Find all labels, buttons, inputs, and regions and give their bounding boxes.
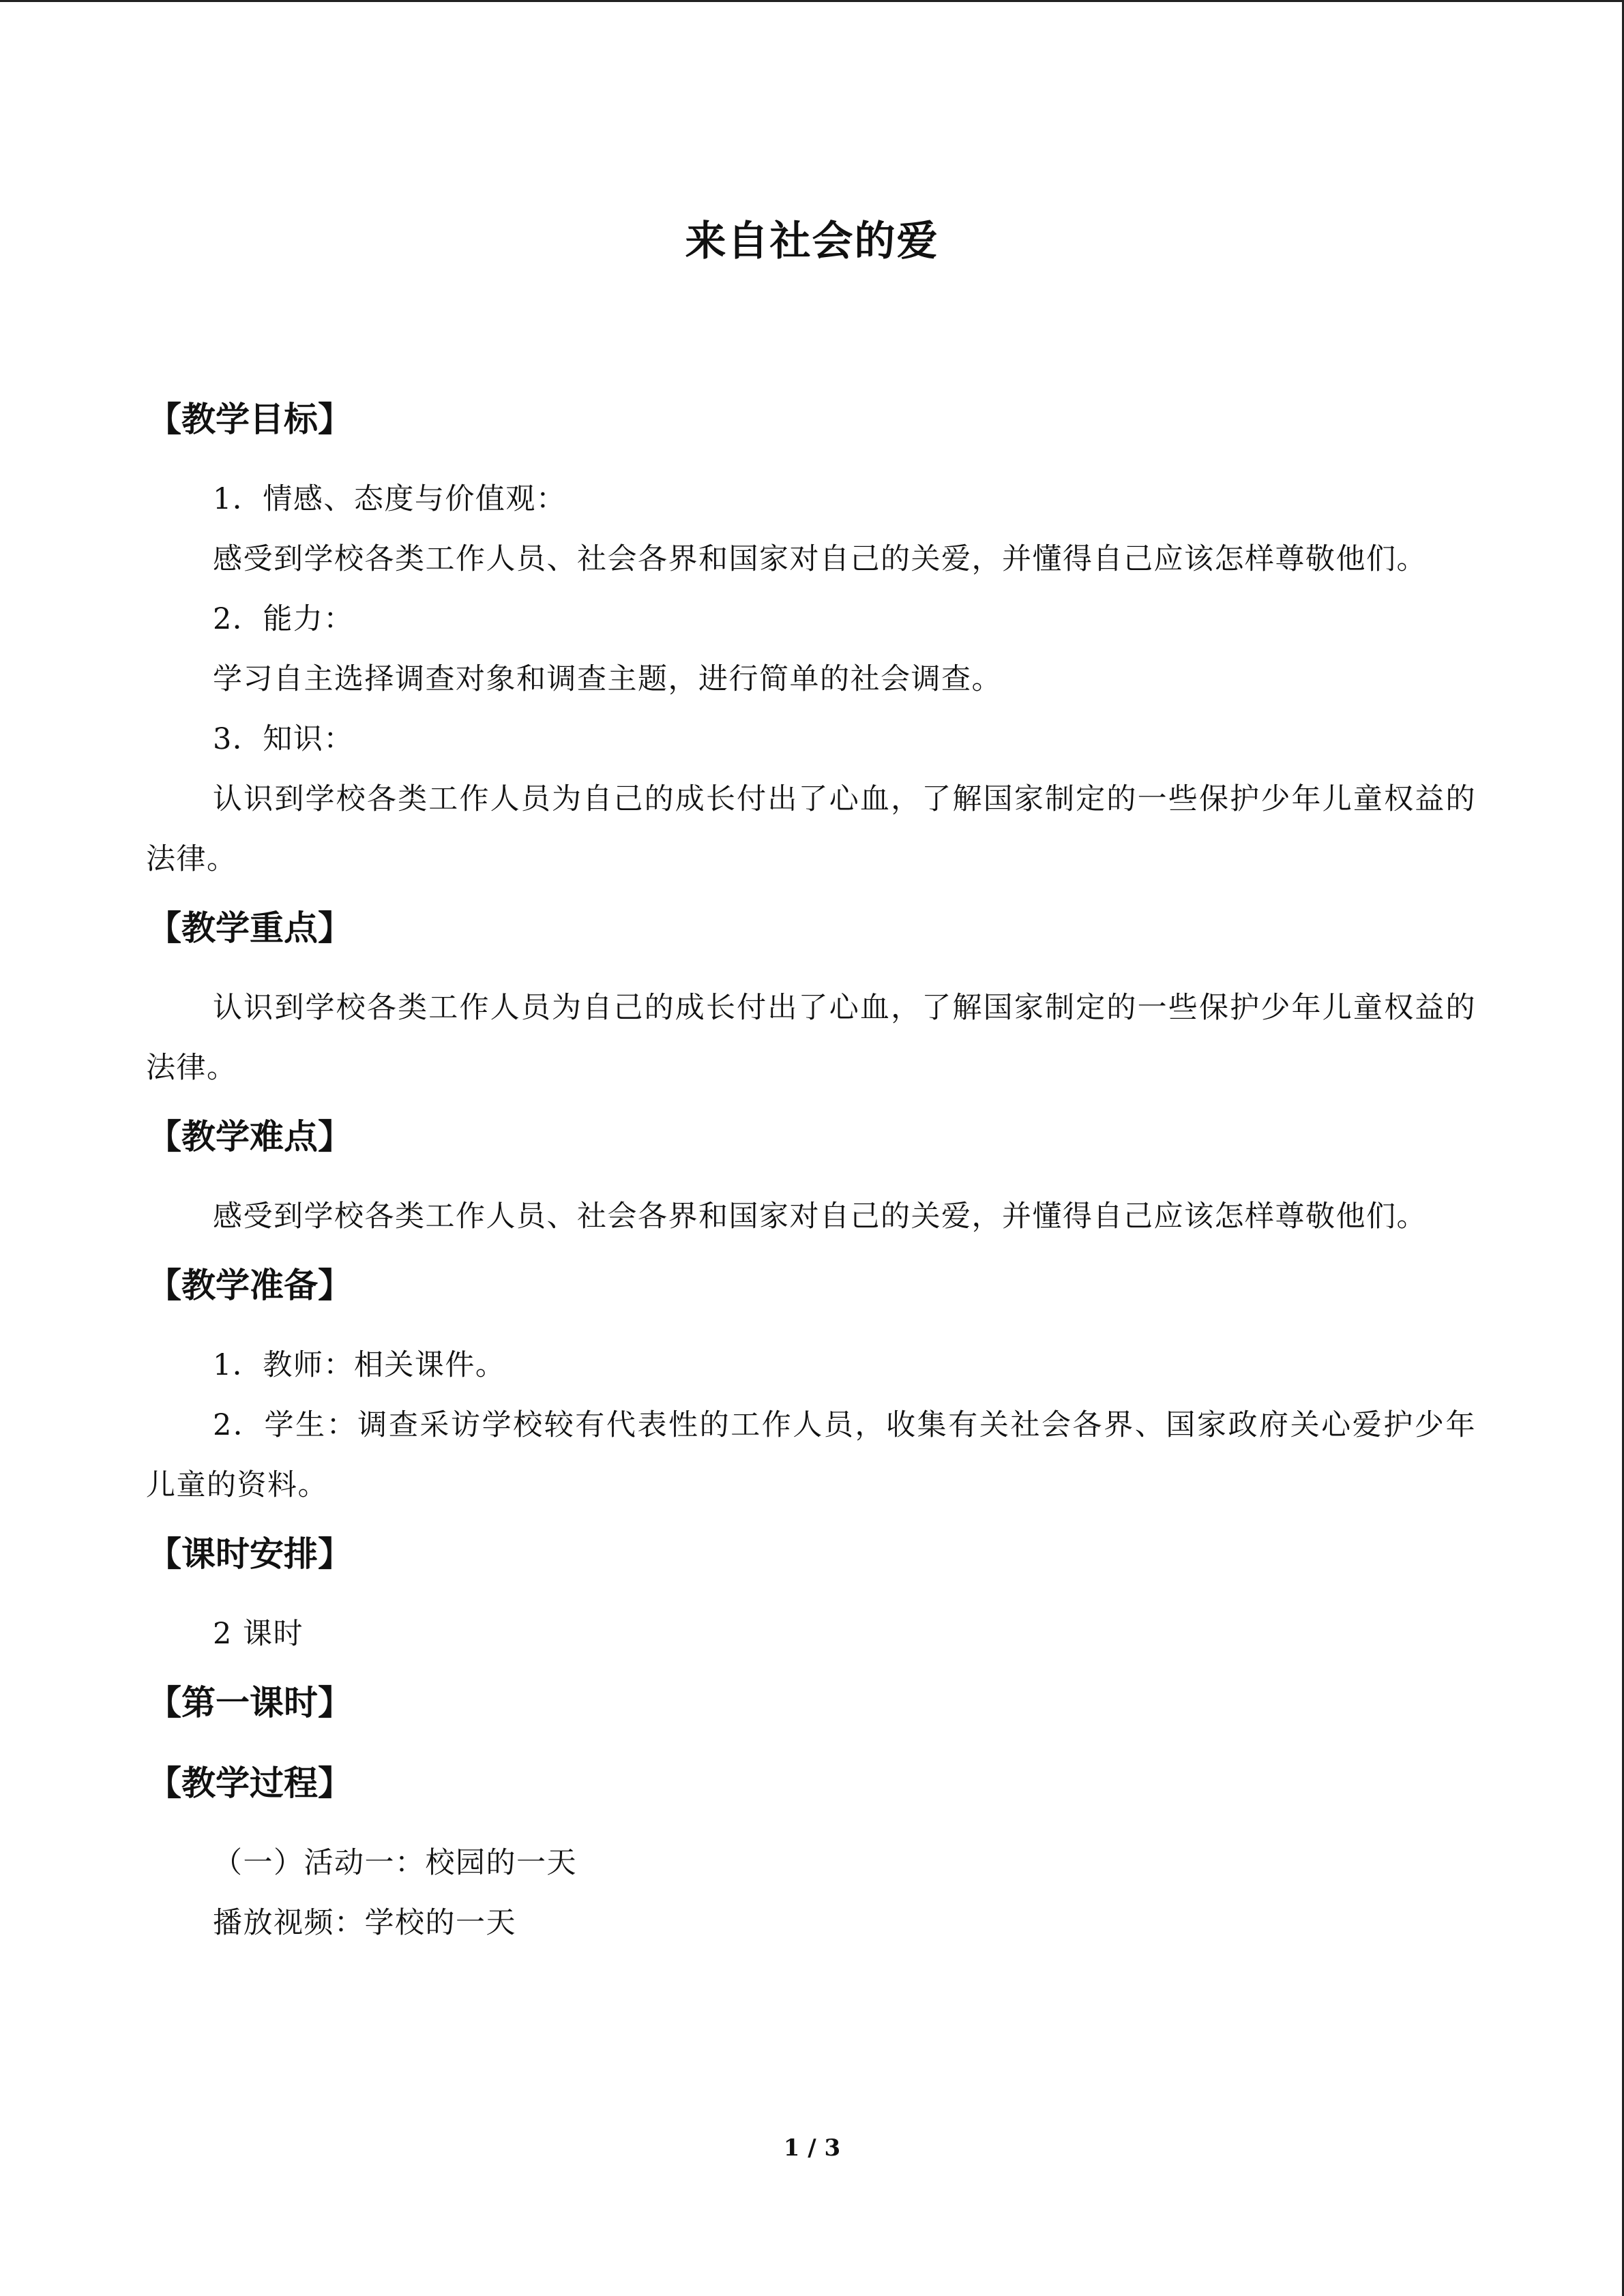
document-body — [146, 389, 1476, 1953]
process-video: 播放视频：学校的一天 — [213, 1906, 516, 1940]
section-difficulties — [146, 1106, 1476, 1247]
section-heading-goals: 【教学目标】 — [147, 400, 352, 439]
keypoints-text: 认识到学校各类工作人员为自己的成长付出了心血，了解国家制定的一些保护少年儿童权益的法律。 — [146, 991, 1476, 1085]
section-lesson-1 — [146, 1672, 1476, 1733]
document-title: 来自社会的爱 — [685, 218, 939, 265]
page-border-top — [0, 0, 1624, 2]
section-preparation — [146, 1255, 1476, 1515]
section-heading-process: 【教学过程】 — [147, 1763, 352, 1803]
schedule-text: 2 课时 — [213, 1617, 304, 1651]
section-process — [146, 1753, 1476, 1953]
goals-item-3-label: 3．知识： — [213, 722, 354, 756]
goals-item-2-label: 2．能力： — [213, 602, 354, 636]
preparation-student: 2．学生：调查采访学校较有代表性的工作人员，收集有关社会各界、国家政府关心爱护少年儿童的资料。 — [146, 1408, 1476, 1502]
section-heading-lesson1: 【第一课时】 — [147, 1683, 352, 1723]
goals-item-1-label: 1．情感、态度与价值观： — [213, 482, 567, 516]
process-activity-1: （一）活动一：校园的一天 — [213, 1846, 577, 1880]
section-key-points — [146, 897, 1476, 1098]
section-teaching-goals — [146, 389, 1476, 889]
section-schedule — [146, 1523, 1476, 1664]
page-number: 1 / 3 — [783, 2134, 841, 2162]
section-heading-preparation: 【教学准备】 — [147, 1266, 352, 1305]
section-heading-difficulties: 【教学难点】 — [147, 1117, 352, 1157]
goals-item-1-text: 感受到学校各类工作人员、社会各界和国家对自己的关爱，并懂得自己应该怎样尊敬他们。 — [213, 542, 1427, 576]
difficulties-text: 感受到学校各类工作人员、社会各界和国家对自己的关爱，并懂得自己应该怎样尊敬他们。 — [213, 1199, 1427, 1234]
section-heading-keypoints: 【教学重点】 — [147, 908, 352, 948]
section-heading-schedule: 【课时安排】 — [147, 1534, 352, 1574]
goals-item-3-text: 认识到学校各类工作人员为自己的成长付出了心血，了解国家制定的一些保护少年儿童权益的法律。 — [146, 782, 1476, 876]
preparation-teacher: 1．教师：相关课件。 — [213, 1348, 506, 1382]
goals-item-2-text: 学习自主选择调查对象和调查主题，进行简单的社会调查。 — [213, 662, 1002, 696]
